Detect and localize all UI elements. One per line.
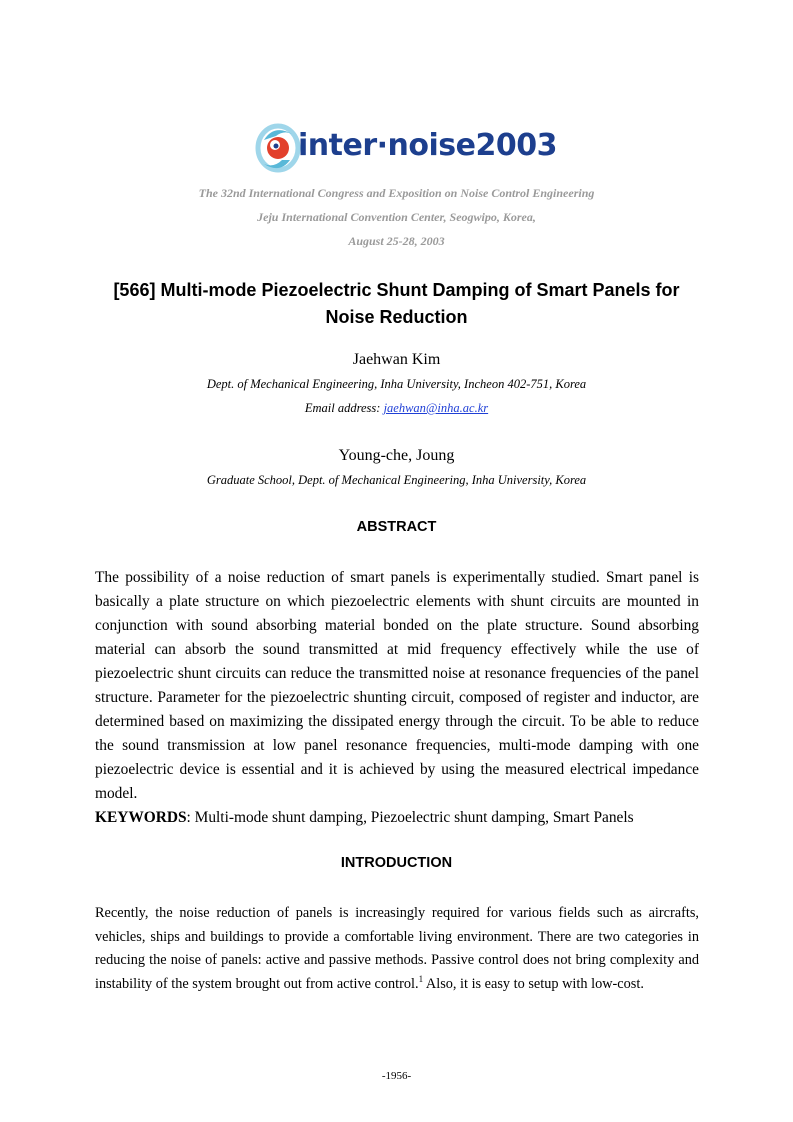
abstract-text: The possibility of a noise reduction of smart panels is experimentally studied. Smart panel is basically a plate structure on which piezoelectric elements with shunt circuits are mounted in conjunction with sound absorbing material bonded on the plate structure. Sound absorbing material can absorb the sound transmitted at mid frequency effectively while the use of piezoelectric shunt circuits can reduce the transmitted noise at resonance frequencies of the panel structure. Parameter for the piezoelectric shunting circuit, composed of register and inductor, are determined based on maximizing the dissipated energy through the circuit. To be able to reduce the sound transmission at low panel resonance frequencies, multi-mode damping with one piezoelectric device is essential and it is achieved by using the measured electrical impedance model. <box>95 569 699 802</box>
conference-venue: Jeju International Convention Center, Seogwipo, Korea, <box>257 210 536 224</box>
coauthor-name: Young-che, Joung <box>338 447 455 464</box>
reference-marker: 1 <box>418 973 424 984</box>
page-number: -1956- <box>381 1070 412 1082</box>
paper-title-line2: Noise Reduction <box>325 307 468 327</box>
keywords-label: KEYWORDS <box>95 809 187 826</box>
paper-title-line1: [566] Multi-mode Piezoelectric Shunt Damping of Smart Panels for <box>113 280 680 300</box>
author-email-line <box>0 401 793 416</box>
paper-title <box>80 277 713 331</box>
introduction-text <box>95 902 699 996</box>
abstract-heading: ABSTRACT <box>356 519 437 535</box>
coauthor-affiliation: Graduate School, Dept. of Mechanical Engineering, Inha University, Korea <box>206 473 587 487</box>
conference-date: August 25-28, 2003 <box>348 234 445 248</box>
introduction-text-part2: Also, it is easy to setup with low-cost. <box>423 975 644 992</box>
author-affiliation: Dept. of Mechanical Engineering, Inha University, Incheon 402-751, Korea <box>206 377 587 391</box>
conference-logo <box>254 120 557 178</box>
author-name: Jaehwan Kim <box>352 351 441 368</box>
swirl-logo-icon <box>254 120 304 178</box>
introduction-text-part1: Recently, the noise reduction of panels is increasingly required for various fields such as aircrafts, vehicles, ships and buildings to provide a comfortable living environment. There are two categories in reducing the noise of panels: active and passive methods. Passive control does not bring complexity and instability of the system brought out from active control. <box>95 905 699 992</box>
introduction-heading: INTRODUCTION <box>340 855 453 871</box>
conference-name: The 32nd International Congress and Exposition on Noise Control Engineering <box>198 186 595 200</box>
logo-text: inter·noise2003 <box>298 128 557 163</box>
keywords-line <box>95 806 699 830</box>
email-label: Email address: <box>304 401 381 415</box>
email-link[interactable]: jaehwan@inha.ac.kr <box>383 401 489 415</box>
keywords-text: : Multi-mode shunt damping, Piezoelectric shunt damping, Smart Panels <box>186 809 634 826</box>
